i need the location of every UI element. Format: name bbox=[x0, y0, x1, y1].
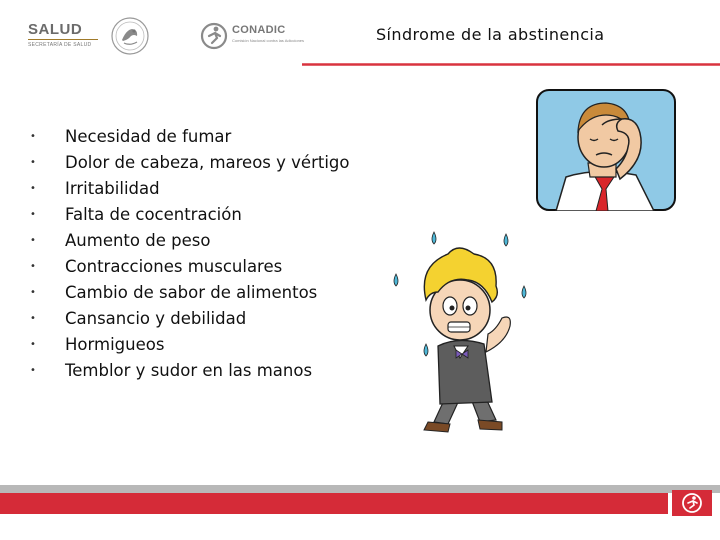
title-underline bbox=[302, 63, 720, 66]
salud-logo-subtitle: SECRETARÍA DE SALUD bbox=[28, 42, 92, 48]
footer-figure-icon bbox=[672, 490, 712, 516]
bullet-icon: • bbox=[30, 313, 36, 324]
list-item-text: Cansancio y debilidad bbox=[65, 309, 247, 328]
headache-man-illustration bbox=[536, 89, 676, 211]
conadic-figure-icon bbox=[200, 22, 228, 50]
conadic-logo bbox=[200, 22, 305, 52]
bullet-icon: • bbox=[30, 209, 36, 220]
list-item-text: Temblor y sudor en las manos bbox=[65, 361, 313, 380]
list-item-text: Contracciones musculares bbox=[65, 257, 283, 276]
bullet-icon: • bbox=[30, 183, 36, 194]
list-item-text: Cambio de sabor de alimentos bbox=[65, 283, 318, 302]
list-item-text: Dolor de cabeza, mareos y vértigo bbox=[65, 153, 350, 172]
list-item-text: Falta de cocentración bbox=[65, 205, 242, 224]
footer-red-strip bbox=[0, 493, 668, 514]
bullet-icon: • bbox=[30, 261, 36, 272]
footer-gray-bar bbox=[0, 485, 720, 493]
list-item-text: Necesidad de fumar bbox=[65, 127, 232, 146]
bullet-icon: • bbox=[30, 339, 36, 350]
conadic-logo-name: CONADIC bbox=[232, 24, 286, 36]
nervous-man-illustration bbox=[388, 226, 538, 436]
bullet-icon: • bbox=[30, 157, 36, 168]
bullet-icon: • bbox=[30, 365, 36, 376]
list-item-text: Hormigueos bbox=[65, 335, 165, 354]
bullet-icon: • bbox=[30, 235, 36, 246]
list-item-text: Irritabilidad bbox=[65, 179, 160, 198]
salud-logo bbox=[28, 22, 98, 52]
footer-red-bar bbox=[0, 493, 720, 514]
mexico-seal-icon bbox=[110, 16, 150, 56]
list-item-text: Aumento de peso bbox=[65, 231, 211, 250]
bullet-icon: • bbox=[30, 287, 36, 298]
slide-title: Síndrome de la abstinencia bbox=[376, 25, 605, 44]
conadic-logo-subtitle: Comisión Nacional contra las Adicciones bbox=[232, 38, 305, 43]
salud-logo-name: SALUD bbox=[28, 22, 98, 40]
bullet-icon: • bbox=[30, 131, 36, 142]
